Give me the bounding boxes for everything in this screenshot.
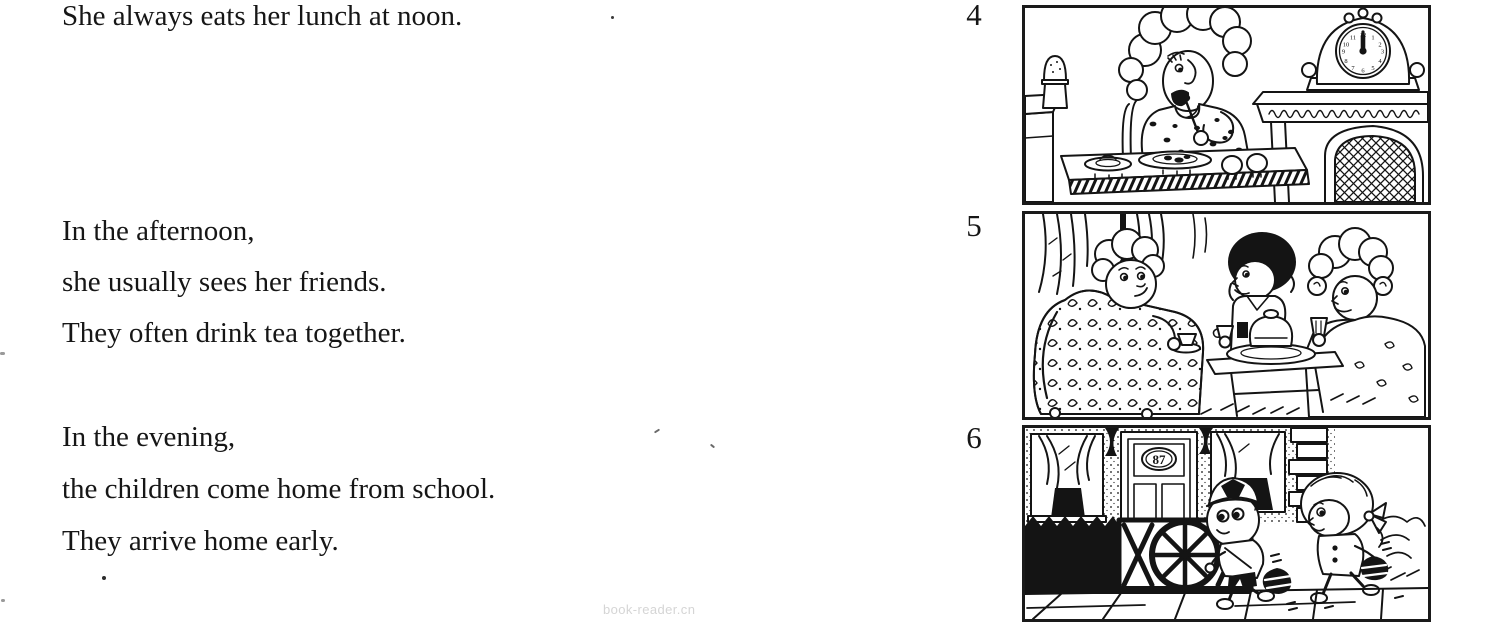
sentence-afternoon-1: In the afternoon, <box>62 215 255 247</box>
scan-artifact <box>1 599 5 602</box>
grandma-in-armchair <box>1034 229 1203 417</box>
chair-back <box>1123 100 1137 158</box>
dining-table <box>1061 148 1309 194</box>
tea-drawing <box>1025 214 1428 417</box>
sentence-evening-1: In the evening, <box>62 421 236 453</box>
svg-text:3: 3 <box>1380 48 1385 56</box>
scan-artifact <box>0 352 5 355</box>
home-drawing <box>1025 428 1428 619</box>
passage-afternoon <box>62 206 406 359</box>
running-girl <box>1301 473 1388 603</box>
svg-text:2: 2 <box>1378 41 1382 49</box>
illustration-tea-with-friends <box>1022 211 1431 420</box>
scan-artifact <box>611 16 614 19</box>
passage-noon <box>62 0 462 33</box>
passage-evening <box>62 411 495 567</box>
panel-number-4: 4 <box>966 0 982 32</box>
svg-text:4: 4 <box>1378 58 1382 65</box>
sentence-evening-3: They arrive home early. <box>62 525 339 557</box>
panel-number-5: 5 <box>966 208 982 243</box>
sentence-noon: She always eats her lunch at noon. <box>62 0 463 32</box>
scan-artifact <box>102 576 106 580</box>
mantel-clock <box>1302 9 1424 91</box>
svg-text:6: 6 <box>1361 67 1365 75</box>
scan-artifact <box>710 444 715 449</box>
friend-fair-hair <box>1305 228 1425 417</box>
woman-eating <box>1119 8 1251 158</box>
left-window <box>1028 434 1106 522</box>
svg-text:1: 1 <box>1371 34 1375 42</box>
house-number: 87 <box>1152 452 1166 467</box>
svg-text:10: 10 <box>1342 41 1350 49</box>
sentence-evening-2: the children come home from school. <box>62 473 496 505</box>
svg-text:11: 11 <box>1349 34 1357 42</box>
illustration-children-home <box>1022 425 1431 622</box>
sentence-afternoon-3: They often drink tea together. <box>62 317 406 349</box>
sentence-afternoon-2: she usually sees her friends. <box>62 266 387 298</box>
lunch-drawing <box>1025 8 1428 202</box>
clock-hands-noon <box>1360 32 1365 54</box>
panel-number-6: 6 <box>966 420 982 455</box>
svg-text:8: 8 <box>1344 58 1348 65</box>
svg-text:9: 9 <box>1341 48 1346 56</box>
svg-text:5: 5 <box>1371 65 1375 72</box>
counter-and-salt-shaker <box>1025 56 1068 202</box>
svg-text:12: 12 <box>1359 32 1367 39</box>
illustration-lunch-at-noon <box>1022 5 1431 205</box>
scan-artifact <box>654 429 660 434</box>
watermark: book-reader.cn <box>603 602 696 617</box>
svg-text:7: 7 <box>1351 65 1355 72</box>
